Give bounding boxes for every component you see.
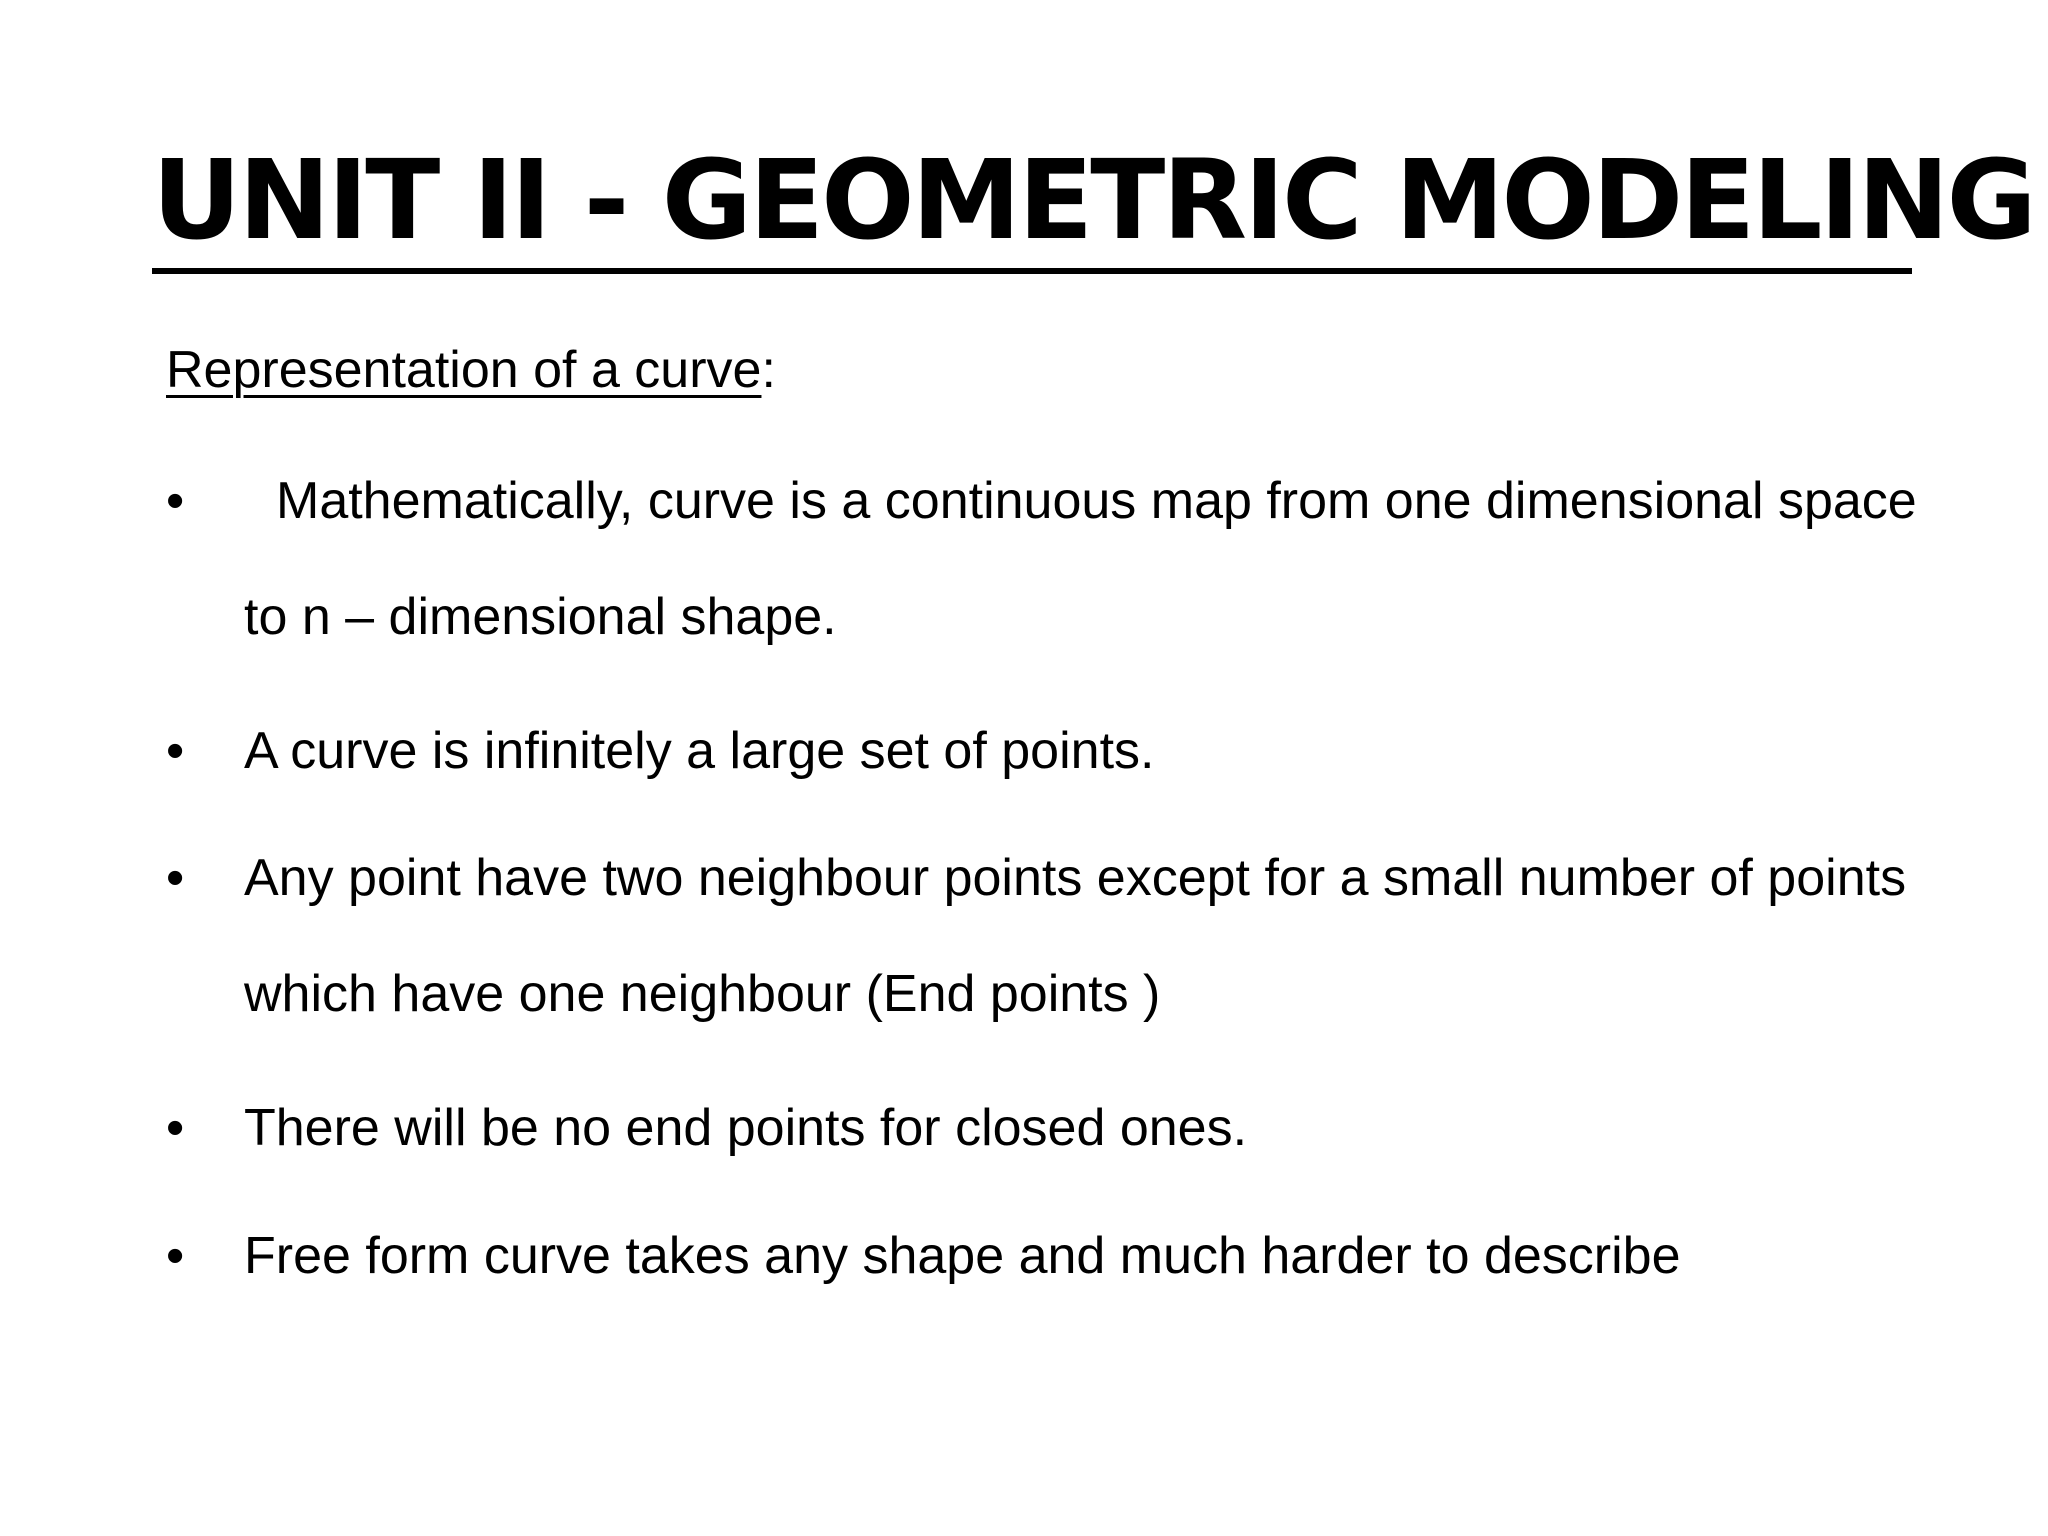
slide-title: UNIT II - GEOMETRIC MODELING bbox=[152, 134, 1912, 274]
bullet-text: Mathematically, curve is a continuous map from one dimensional space to n – dimensional shape. bbox=[244, 472, 1917, 646]
bullet-item bbox=[166, 1070, 1926, 1186]
bullet-icon: • bbox=[166, 472, 185, 530]
bullet-item bbox=[166, 1198, 1926, 1314]
bullet-item bbox=[166, 693, 1926, 809]
bullet-text: Any point have two neighbour points except for a small number of points which have one neighbour (End points ) bbox=[244, 849, 1907, 1023]
bullet-text: There will be no end points for closed ones. bbox=[244, 1099, 1248, 1157]
bullet-text: A curve is infinitely a large set of points. bbox=[244, 722, 1155, 780]
bullet-icon: • bbox=[166, 1099, 185, 1157]
bullet-icon: • bbox=[166, 849, 185, 907]
bullet-item bbox=[166, 820, 1926, 1052]
section-heading bbox=[166, 336, 776, 404]
section-heading-text: Representation of a curve bbox=[166, 341, 762, 399]
section-heading-colon: : bbox=[761, 341, 776, 399]
bullet-icon: • bbox=[166, 1227, 185, 1285]
bullet-icon: • bbox=[166, 722, 185, 780]
bullet-text: Free form curve takes any shape and much harder to describe bbox=[244, 1227, 1681, 1285]
bullet-item bbox=[166, 443, 1926, 675]
